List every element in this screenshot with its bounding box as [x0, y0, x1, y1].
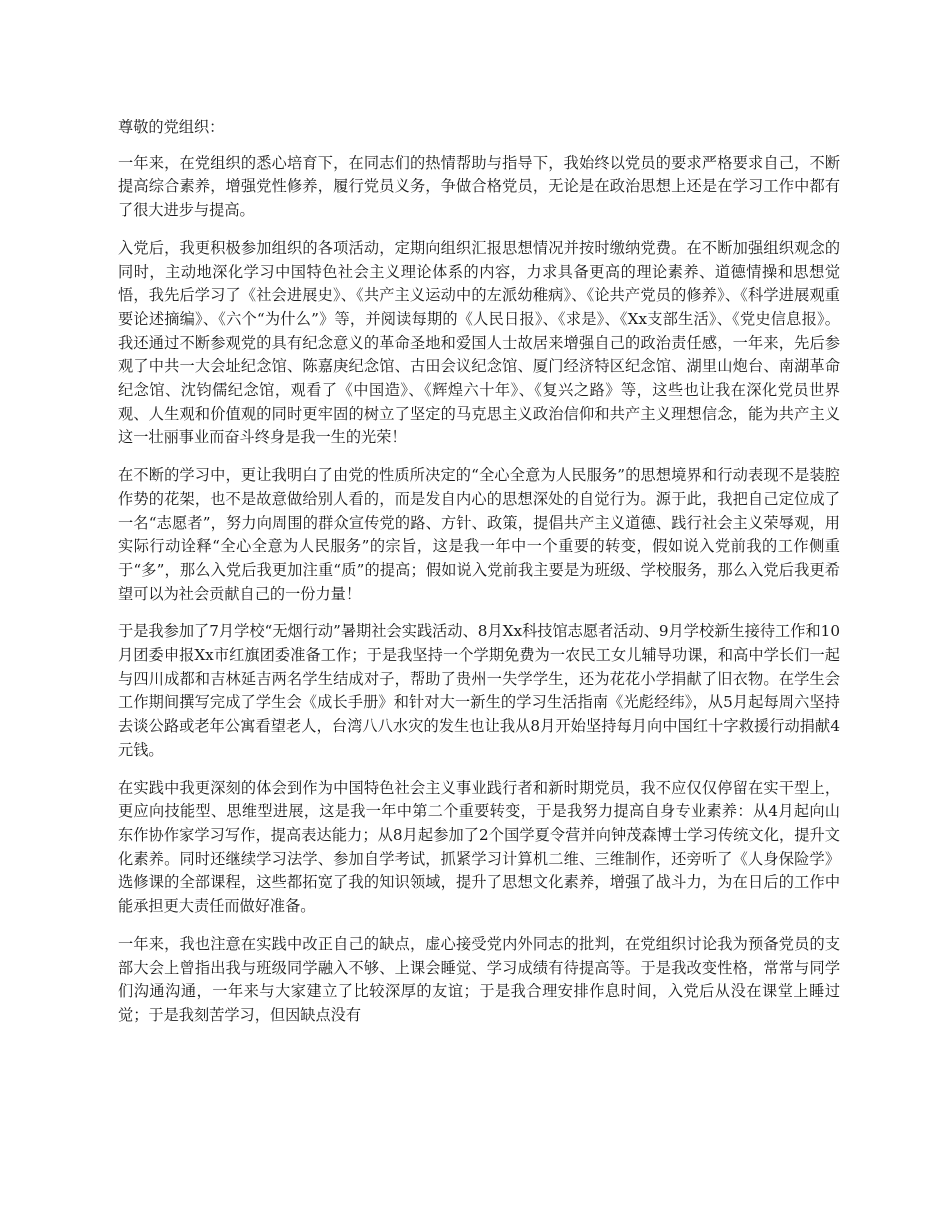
salutation: 尊敬的党组织：	[118, 118, 225, 136]
paragraph-2: 入党后，我更积极参加组织的各项活动，定期向组织汇报思想情况并按时缴纳党费。在不断加强组织观念的同时，主动地深化学习中国特色社会主义理论体系的内容，力求具备更高的理论素养、道德情操和思想觉悟，我先后学习了《社会进展史》、《共产主义运动中的左派幼稚病》、《论共产党员的修养》、《科学进展观重要论述摘编》、《六个“为什么”》等，并阅读每期的《人民日报》、《求是》、《Xx支部生活》、《党史信息报》。我还通过不断参观党的具有纪念意义的革命圣地和爱国人士故居来增强自己的政治责任感，一年来，先后参观了中共一大会址纪念馆、陈嘉庚纪念馆、古田会议纪念馆、厦门经济特区纪念馆、湖里山炮台、南湖革命纪念馆、沈钧儒纪念馆，观看了《中国造》、《辉煌六十年》、《复兴之路》等，这些也让我在深化党员世界观、人生观和价值观的同时更牢固的树立了坚定的马克思主义政治信仰和共产主义理想信念，能为共产主义这一壮丽事业而奋斗终身是我一生的光荣！	[118, 238, 840, 447]
paragraph-4: 于是我参加了7月学校“无烟行动”暑期社会实践活动、8月Xx科技馆志愿者活动、9月学校新生接待工作和10月团委申报Xx市红旗团委准备工作；于是我坚持一个学期免费为一农民工女儿辅导功课，和高中学长们一起与四川成都和吉林延吉两名学生结成对子，帮助了贵州一失学学生，还为花花小学捐献了旧衣物。在学生会工作期间撰写完成了学生会《成长手册》和针对大一新生的学习生活指南《光彪经纬》，从5月起每周六坚持去谈公路或老年公寓看望老人，台湾八八水灾的发生也让我从8月开始坚持每月向中国红十字救援行动捐献4元钱。	[118, 622, 840, 759]
document-body	[118, 116, 840, 1042]
paragraph-5: 在实践中我更深刻的体会到作为中国特色社会主义事业践行者和新时期党员，我不应仅仅停留在实干型上，更应向技能型、思维型进展，这是我一年中第二个重要转变，于是我努力提高自身专业素养：从4月起向山东作协作家学习写作，提高表达能力；从8月起参加了2个国学夏令营并向钟茂森博士学习传统文化，提升文化素养。同时还继续学习法学、参加自学考试，抓紧学习计算机二维、三维制作，还旁听了《人身保险学》选修课的全部课程，这些都拓宽了我的知识领域，提升了思想文化素养，增强了战斗力，为在日后的工作中能承担更大责任而做好准备。	[118, 778, 840, 916]
paragraph-6: 一年来，我也注意在实践中改正自己的缺点，虚心接受党内外同志的批判，在党组织讨论我为预备党员的支部大会上曾指出我与班级同学融入不够、上课会睡觉、学习成绩有待提高等。于是我改变性格，常常与同学们沟通沟通，一年来与大家建立了比较深厚的友谊；于是我合理安排作息时间，入党后从没在课堂上睡过觉；于是我刻苦学习，但因缺点没有	[118, 934, 840, 1024]
paragraph-3: 在不断的学习中，更让我明白了由党的性质所决定的“全心全意为人民服务”的思想境界和行动表现不是装腔作势的花架，也不是故意做给别人看的，而是发自内心的思想深处的自觉行为。源于此，我把自己定位成了一名“志愿者”，努力向周围的群众宣传党的路、方针、政策，提倡共产主义道德、践行社会主义荣辱观，用实际行动诠释“全心全意为人民服务”的宗旨，这是我一年中一个重要的转变，假如说入党前我的工作侧重于“多”，那么入党后我更加注重“质”的提高；假如说入党前我主要是为班级、学校服务，那么入党后我更希望可以为社会贡献自己的一份力量！	[118, 466, 840, 603]
paragraph-1: 一年来，在党组织的悉心培育下，在同志们的热情帮助与指导下，我始终以党员的要求严格要求自己，不断提高综合素养，增强党性修养，履行党员义务，争做合格党员，无论是在政治思想上还是在学习工作中都有了很大进步与提高。	[118, 153, 840, 220]
